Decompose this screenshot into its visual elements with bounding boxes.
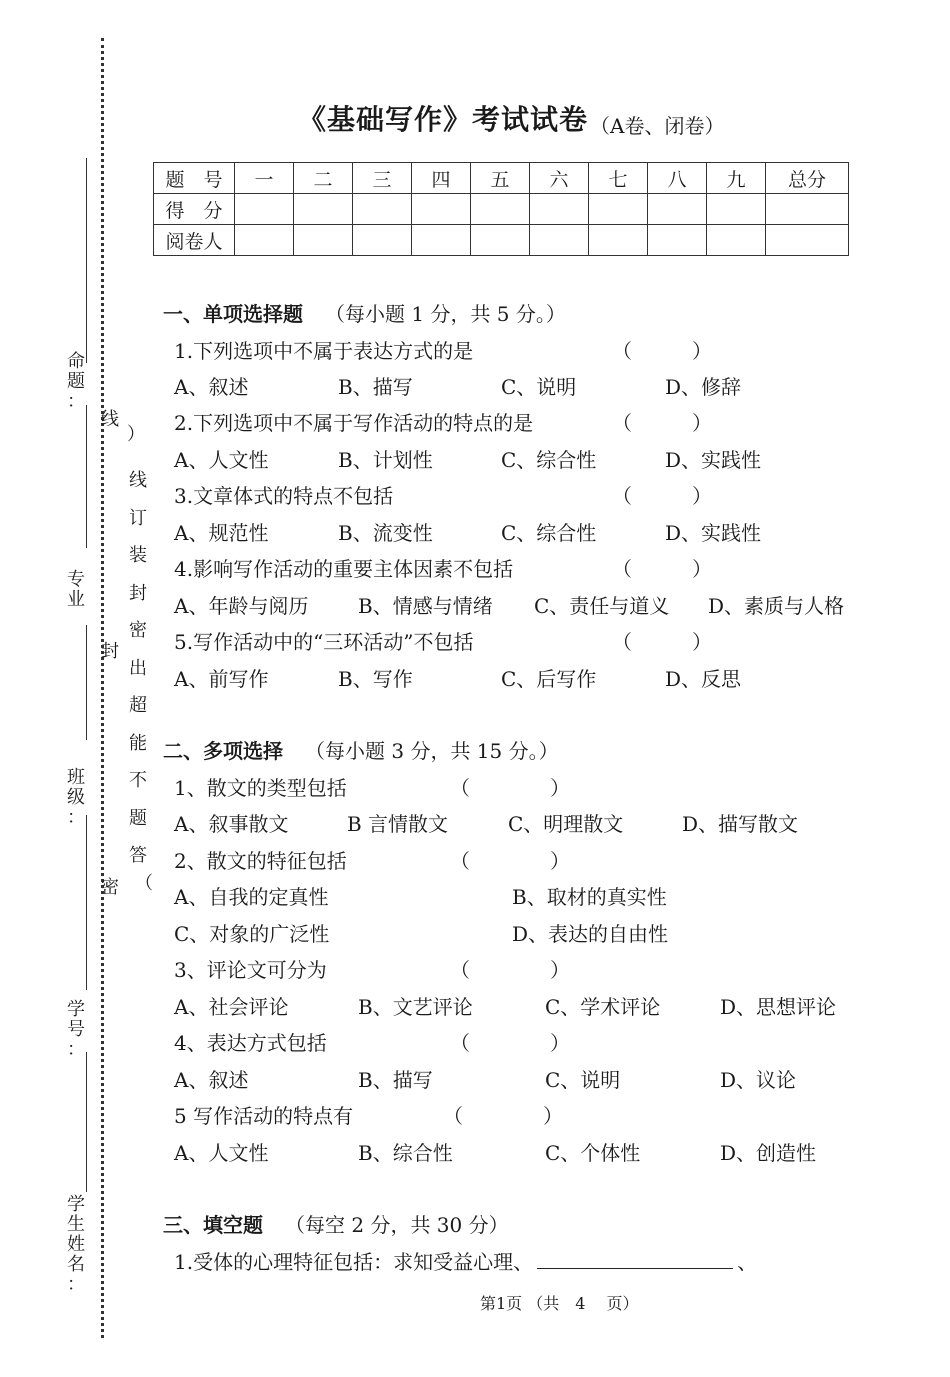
section2-heading [163,735,559,764]
score-table [153,162,849,256]
seal-line-char: 线 [101,409,119,430]
col-header: 总分 [766,163,849,194]
question-stem: 4、表达方式包括 [174,1031,327,1055]
option: B、情感与情绪 [358,594,493,618]
option: A、年龄与阅历 [174,594,309,618]
section1-note: （每小题 1 分，共 5 分。） [325,302,566,326]
option: A、叙事散文 [174,812,289,836]
section3-heading [163,1209,509,1238]
option: A、社会评论 [174,995,289,1019]
answer-paren: （ ） [612,411,712,435]
option: C、明理散文 [508,812,624,836]
option: D、创造性 [720,1141,817,1165]
option: C、对象的广泛性 [174,922,330,946]
grader-cell [766,225,849,256]
score-cell [766,194,849,225]
option: D、表达的自由性 [512,922,669,946]
seal-dense-char: 密 [101,877,119,898]
option: B、取材的真实性 [512,885,667,909]
grader-cell [707,225,766,256]
exam-title: 《基础写作》考试试卷 [298,103,589,136]
label-student-id: 学 号 ： [67,999,85,1060]
label-class: 班 级 ： [67,767,85,828]
score-row [154,194,849,225]
fill-question-text: 1.受体的心理特征包括：求知受益心理、 [174,1250,534,1274]
option: D、修辞 [665,375,742,399]
section3-title: 三、填空题 [163,1213,263,1237]
option: A、前写作 [174,667,269,691]
binding-solid-line-1 [86,158,87,363]
option: B、文艺评论 [358,995,473,1019]
option: C、综合性 [501,521,597,545]
option: A、人文性 [174,1141,269,1165]
option: D、实践性 [665,521,762,545]
binding-solid-line-3 [86,625,87,740]
grader-row [154,225,849,256]
question-stem: 5 写作活动的特点有 [174,1104,354,1128]
option: D、思想评论 [720,995,837,1019]
section2-title: 二、多项选择 [163,739,283,763]
grader-cell [235,225,294,256]
option: D、议论 [720,1068,797,1092]
option: A、叙述 [174,375,249,399]
score-cell [412,194,471,225]
option: C、后写作 [501,667,597,691]
binding-dotted-line [101,38,104,1338]
answer-paren: （ ） [450,958,570,982]
answer-paren: （ ） [612,630,712,654]
question-stem: 2、散文的特征包括 [174,849,347,873]
question-stem: 5.写作活动中的“三环活动”不包括 [174,630,474,654]
answer-paren: （ ） [450,849,570,873]
notice-paren-close: ） [127,424,145,445]
binding-solid-line-5 [86,1052,87,1192]
answer-paren: （ ） [612,557,712,581]
option: B、描写 [338,375,413,399]
binding-solid-line-2 [86,405,87,548]
score-cell [648,194,707,225]
option: D、实践性 [665,448,762,472]
score-cell [471,194,530,225]
option: A、叙述 [174,1068,249,1092]
question-stem: 2.下列选项中不属于写作活动的特点的是 [174,411,534,435]
option: C、综合性 [501,448,597,472]
exam-subtitle: （A卷、闭卷） [590,114,725,138]
seal-seal-char: 封 [101,641,119,662]
col-header: 三 [353,163,412,194]
question-stem: 1、散文的类型包括 [174,776,347,800]
label-major: 专 业 [67,569,85,610]
col-header: 五 [471,163,530,194]
option: B 言情散文 [347,812,449,836]
option: A、规范性 [174,521,269,545]
option: C、学术评论 [545,995,661,1019]
answer-paren: （ ） [443,1104,563,1128]
grader-cell [471,225,530,256]
score-cell [530,194,589,225]
grader-cell [589,225,648,256]
question-stem: 4.影响写作活动的重要主体因素不包括 [174,557,514,581]
notice-paren-open: （ [135,873,153,894]
label-command: 命 题 ： [67,351,85,412]
grader-cell [530,225,589,256]
answer-paren: （ ） [612,484,712,508]
section3-note: （每空 2 分，共 30 分） [285,1213,509,1237]
option: A、人文性 [174,448,269,472]
col-header: 七 [589,163,648,194]
question-stem: 3.文章体式的特点不包括 [174,484,394,508]
grader-cell [412,225,471,256]
option: B、综合性 [358,1141,453,1165]
question-stem: 3、评论文可分为 [174,958,327,982]
row-header: 阅卷人 [154,225,235,256]
col-header: 六 [530,163,589,194]
col-header: 九 [707,163,766,194]
answer-paren: （ ） [612,339,712,363]
score-cell [353,194,412,225]
fill-question-1 [174,1246,757,1275]
option: D、素质与人格 [708,594,845,618]
section1-heading [163,298,566,327]
option: D、反思 [665,667,742,691]
grader-cell [353,225,412,256]
grader-cell [648,225,707,256]
section1-title: 一、单项选择题 [163,302,303,326]
option: D、描写散文 [682,812,799,836]
option: C、个体性 [545,1141,641,1165]
score-cell [294,194,353,225]
col-header: 八 [648,163,707,194]
score-cell [235,194,294,225]
page-footer: 第1页 （共 4 页） [480,1294,639,1313]
col-header: 二 [294,163,353,194]
option: A、自我的定真性 [174,885,329,909]
option: B、计划性 [338,448,433,472]
option: B、写作 [338,667,413,691]
grader-cell [294,225,353,256]
label-student-name: 学 生 姓 名 ： [67,1194,85,1295]
option: C、说明 [545,1068,621,1092]
col-header: 一 [235,163,294,194]
question-stem: 1.下列选项中不属于表达方式的是 [174,339,474,363]
answer-paren: （ ） [450,776,570,800]
option: B、描写 [358,1068,433,1092]
score-table-header-row [154,163,849,194]
binding-solid-line-4 [86,815,87,990]
notice-column: 线 订 装 封 密 出 超 能 不 题 答 [129,470,147,866]
score-cell [589,194,648,225]
col-header: 题 号 [154,163,235,194]
option: B、流变性 [338,521,433,545]
col-header: 四 [412,163,471,194]
option: C、说明 [501,375,577,399]
fill-question-tail: 、 [737,1250,758,1274]
option: C、责任与道义 [534,594,670,618]
score-cell [707,194,766,225]
fill-blank[interactable] [537,1246,733,1269]
row-header: 得 分 [154,194,235,225]
answer-paren: （ ） [450,1031,570,1055]
section2-note: （每小题 3 分，共 15 分。） [305,739,559,763]
